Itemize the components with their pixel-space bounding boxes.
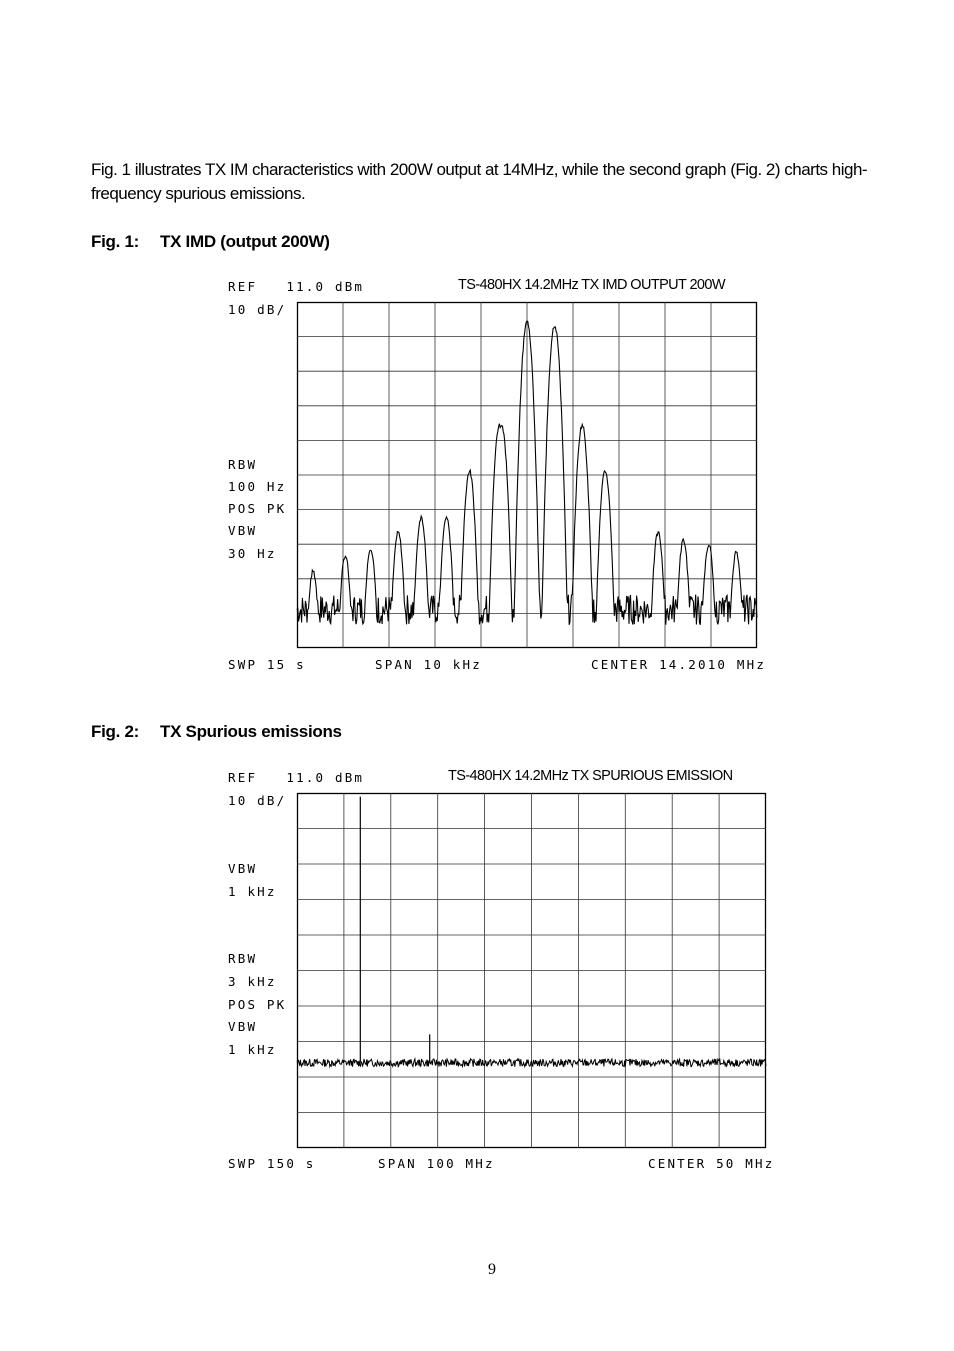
- fig1-plot-title: TS-480HX 14.2MHz TX IMD OUTPUT 200W: [458, 277, 725, 293]
- fig1-side-label: 30 Hz: [228, 546, 277, 561]
- fig1-side-label: POS PK: [228, 501, 287, 516]
- fig2-side-label: 1 kHz: [228, 1042, 277, 1057]
- fig1-side-label: RBW: [228, 457, 258, 472]
- fig2-side-label: RBW: [228, 951, 258, 966]
- fig1-ref-label: REF 11.0 dBm: [228, 279, 365, 294]
- fig2-plot-title: TS-480HX 14.2MHz TX SPURIOUS EMISSION: [448, 768, 733, 784]
- fig1-heading: [91, 232, 330, 252]
- fig2-caption: TX Spurious emissions: [160, 722, 342, 741]
- fig1-spectrum-plot: [297, 302, 757, 648]
- fig2-span-label: SPAN 100 MHz: [378, 1156, 495, 1171]
- fig2-side-label: 3 kHz: [228, 974, 277, 989]
- fig1-sweep-label: SWP 15 s: [228, 657, 306, 672]
- fig2-sweep-label: SWP 150 s: [228, 1156, 316, 1171]
- fig1-number: Fig. 1:: [91, 232, 139, 251]
- fig1-caption: TX IMD (output 200W): [160, 232, 330, 251]
- fig1-scale-label: 10 dB/: [228, 302, 287, 317]
- fig2-number: Fig. 2:: [91, 722, 139, 741]
- fig2-side-label: VBW: [228, 1019, 258, 1034]
- fig1-center-label: CENTER 14.2010 MHz: [591, 657, 767, 672]
- fig2-center-label: CENTER 50 MHz: [648, 1156, 775, 1171]
- fig1-span-label: SPAN 10 kHz: [375, 657, 482, 672]
- fig2-side-label: 1 kHz: [228, 884, 277, 899]
- fig2-spectrum-plot: [297, 793, 766, 1148]
- page-number: 9: [488, 1261, 496, 1278]
- fig2-scale-label: 10 dB/: [228, 793, 287, 808]
- fig2-heading: [91, 722, 342, 742]
- fig2-ref-label: REF 11.0 dBm: [228, 770, 365, 785]
- fig2-side-label: POS PK: [228, 997, 287, 1012]
- intro-paragraph: Fig. 1 illustrates TX IM characteristics with 200W output at 14MHz, while the second graph (Fig. 2) charts high-frequency spurious emissions.: [91, 160, 868, 203]
- fig2-side-label: VBW: [228, 861, 258, 876]
- fig1-side-label: VBW: [228, 523, 258, 538]
- fig1-side-label: 100 Hz: [228, 479, 287, 494]
